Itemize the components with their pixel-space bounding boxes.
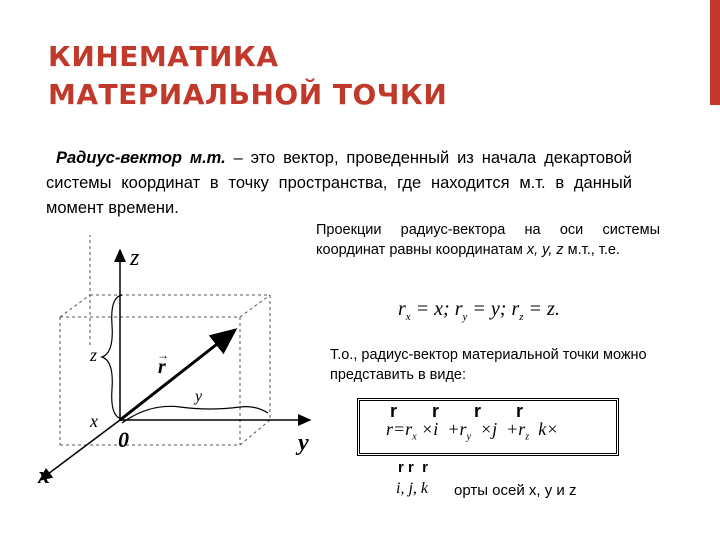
definition-text: – это вектор, проведенный из начала декартовой системы координат в точку пространства, где находится м.т. в данный момент времени. — [46, 149, 632, 217]
vector-arrows: r r r r — [390, 401, 524, 421]
f2-times3: × — [546, 419, 559, 439]
f2-k: k — [538, 419, 547, 439]
accent-bar — [710, 0, 720, 105]
z-brace — [102, 295, 122, 419]
r-arrow-mark: → — [157, 348, 169, 362]
definition-term: Радиус-вектор м.т. — [56, 149, 226, 167]
y-component-label: y — [195, 388, 203, 405]
projections-text-a: Проекции радиус-вектора на оси системы координат равны координатам — [316, 222, 660, 258]
z-component-label: z — [90, 345, 98, 365]
z-axis-label: z — [130, 245, 140, 271]
x-axis — [40, 420, 120, 480]
projections-paragraph — [316, 220, 660, 260]
f2-sub-z: z — [525, 431, 530, 443]
f1-sub-x: x — [405, 311, 411, 323]
unit-vector-caption: орты осей x, y и z — [454, 482, 577, 499]
definition-paragraph — [46, 146, 632, 221]
f2-plus2: + — [506, 419, 519, 439]
f2-ry: r — [459, 419, 467, 439]
f2-rz: r — [518, 419, 526, 439]
f1-sub-z: z — [519, 311, 524, 323]
f2-sub-y: y — [466, 431, 471, 443]
projection-formula — [398, 298, 560, 323]
representation-text: Т.о., радиус-вектор материальной точки можно представить в виде: — [330, 347, 647, 383]
f1-sub-y: y — [462, 311, 468, 323]
f1-eq2: = y; — [467, 298, 512, 320]
vector-formula-box — [357, 398, 619, 456]
f2-i: i — [433, 419, 439, 439]
f2-sub-x: x — [412, 431, 417, 443]
projections-coords: x, y, z — [526, 242, 564, 258]
f2-plus1: + — [447, 419, 460, 439]
coordinate-diagram — [30, 235, 330, 495]
title-line-1: КИНЕМАТИКА — [48, 40, 279, 73]
r-vector-label: r — [158, 356, 166, 378]
y-axis-label: y — [298, 430, 309, 456]
f1-eq3: = z. — [523, 298, 560, 320]
unit-vector-arrows: r r r — [398, 459, 429, 476]
x-axis-label: x — [38, 463, 50, 489]
unit-vector-symbols: i, j, k — [396, 480, 428, 497]
title-line-2: МАТЕРИАЛЬНОЙ ТОЧКИ — [48, 78, 448, 111]
page-title — [48, 38, 447, 114]
f2-rx: r — [405, 419, 413, 439]
origin-label: 0 — [118, 427, 129, 452]
x-component-label: x — [90, 411, 98, 431]
projections-text-b: м.т., т.е. — [563, 242, 620, 258]
f2-eq: = — [393, 419, 406, 439]
f1-r3: r — [511, 298, 520, 320]
vector-expression — [386, 419, 558, 443]
f2-r: r — [386, 419, 394, 439]
f2-j: j — [492, 419, 498, 439]
f2-times1: × — [421, 419, 434, 439]
f1-r1: r — [398, 298, 406, 320]
f1-r2: r — [454, 298, 463, 320]
f2-times2: × — [479, 419, 493, 439]
f1-eq1: = x; — [410, 298, 455, 320]
